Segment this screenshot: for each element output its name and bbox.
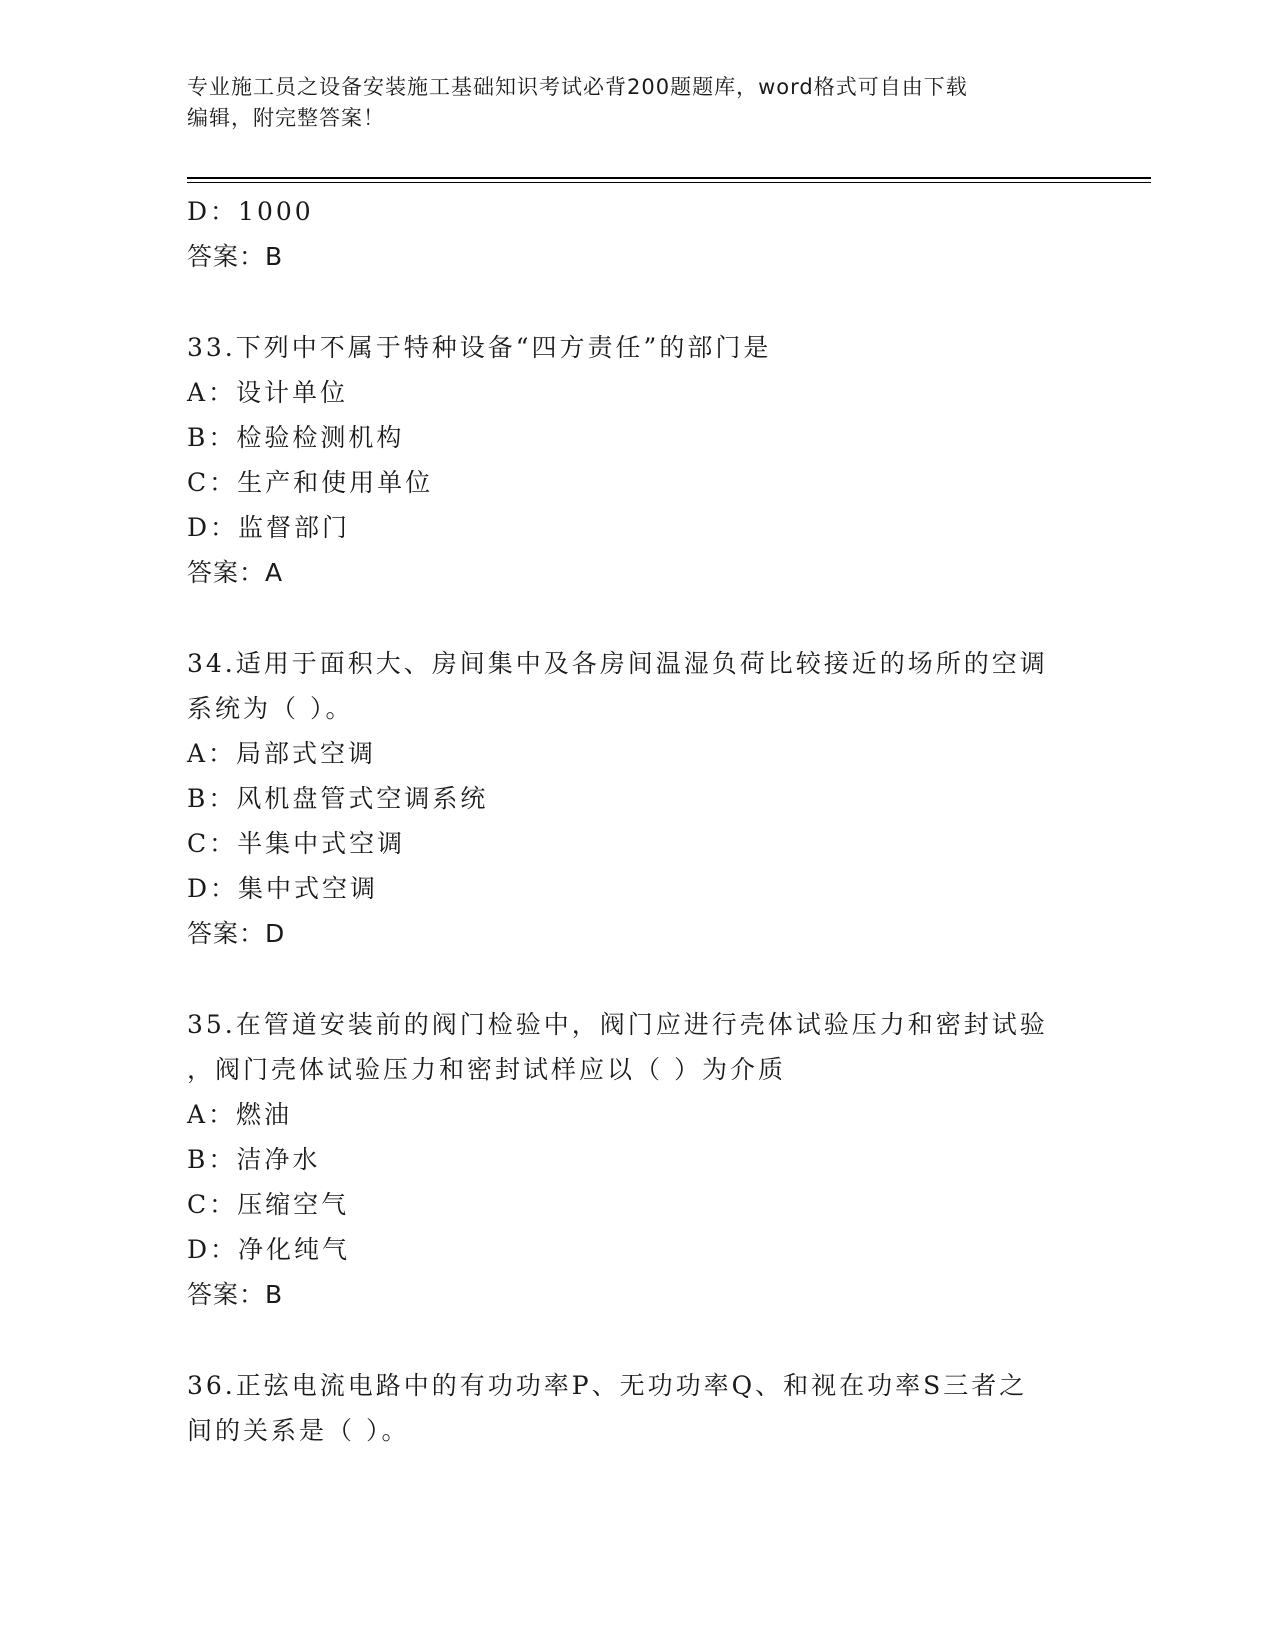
option-a: A：燃油: [187, 1100, 293, 1129]
option-c: C：半集中式空调: [187, 829, 406, 858]
question-stem: 35.在管道安装前的阀门检验中，阀门应进行壳体试验压力和密封试验: [187, 1010, 1048, 1039]
option-d: D：集中式空调: [187, 874, 379, 903]
question-stem: 36.正弦电流电路中的有功功率P、无功功率Q、和视在功率S三者之: [187, 1371, 1028, 1400]
header-line-2: 编辑，附完整答案！: [187, 106, 385, 130]
question-34: [187, 641, 1087, 956]
question-36: [187, 1363, 1087, 1453]
question-stem-continued: ，阀门壳体试验压力和密封试样应以（ ）为介质: [187, 1055, 786, 1084]
option-c: C：压缩空气: [187, 1190, 350, 1219]
answer-line: 答案：B: [187, 1280, 284, 1309]
option-d: D：1000: [187, 197, 314, 226]
question-stem: 34.适用于面积大、房间集中及各房间温湿负荷比较接近的场所的空调: [187, 649, 1048, 678]
answer-line: 答案：B: [187, 242, 284, 271]
question-stem-continued: 系统为（ ）。: [187, 694, 354, 723]
option-d: D：净化纯气: [187, 1235, 351, 1264]
option-c: C：生产和使用单位: [187, 468, 434, 497]
question-33: [187, 325, 1087, 595]
answer-line: 答案：D: [187, 919, 286, 948]
question-35: [187, 1002, 1087, 1317]
option-a: A：局部式空调: [187, 739, 377, 768]
option-d: D：监督部门: [187, 513, 351, 542]
question-list: [187, 189, 1087, 1453]
option-b: B：检验检测机构: [187, 423, 405, 452]
question-stem-continued: 间的关系是（ ）。: [187, 1416, 410, 1445]
option-b: B：洁净水: [187, 1145, 321, 1174]
header-divider-thin: [187, 182, 1151, 183]
answer-line: 答案：A: [187, 558, 284, 587]
header-line-1: 专业施工员之设备安装施工基础知识考试必背200题题库，word格式可自由下载: [187, 75, 968, 99]
question-stem: 33.下列中不属于特种设备“四方责任”的部门是: [187, 333, 772, 362]
document-header: [187, 72, 1087, 134]
option-b: B：风机盘管式空调系统: [187, 784, 489, 813]
header-divider-thick: [187, 177, 1151, 179]
option-a: A：设计单位: [187, 378, 349, 407]
